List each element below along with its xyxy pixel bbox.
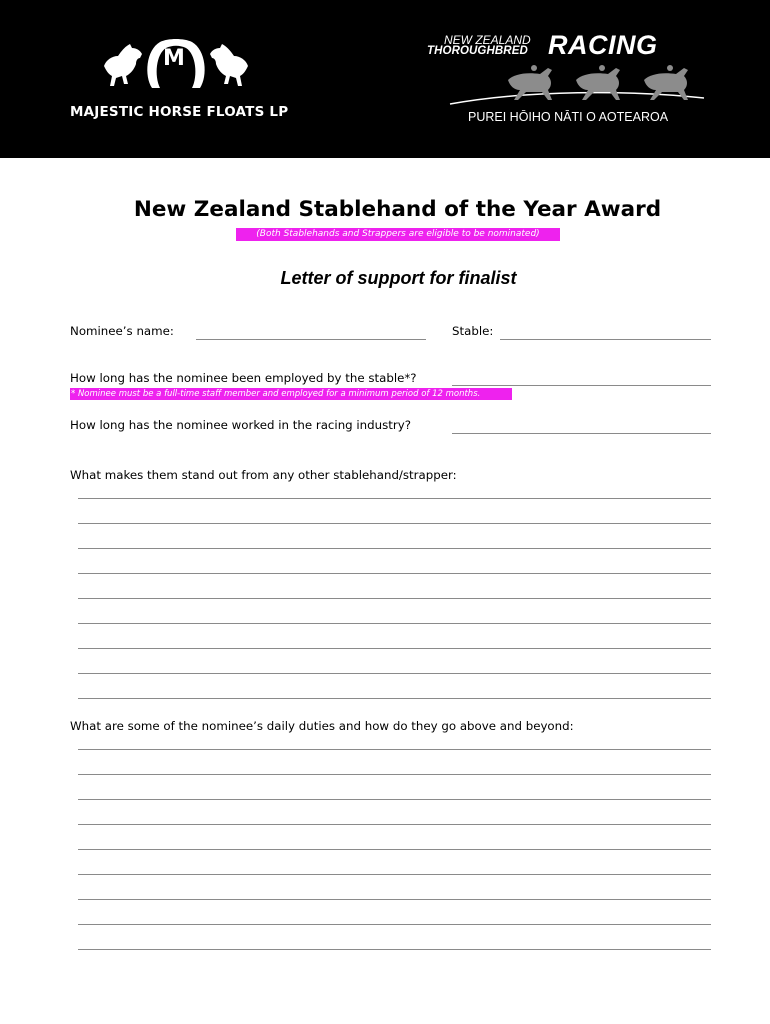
right-brand-word: RACING [548, 30, 658, 60]
answer-line[interactable] [78, 824, 711, 825]
answer-line[interactable] [78, 548, 711, 549]
stand-out-question: What makes them stand out from any other stablehand/strapper: [70, 468, 457, 482]
answer-line[interactable] [78, 623, 711, 624]
form-title: New Zealand Stablehand of the Year Award [133, 197, 662, 222]
industry-duration-label: How long has the nominee worked in the racing industry? [70, 418, 411, 432]
nominee-name-label: Nominee’s name: [70, 324, 174, 338]
form-subtitle: (Both Stablehands and Strappers are eligible to be nominated) [236, 228, 560, 241]
answer-line[interactable] [78, 749, 711, 750]
answer-line[interactable] [78, 949, 711, 950]
form-heading: Letter of support for finalist [280, 268, 517, 288]
daily-duties-question: What are some of the nominee’s daily duties and how do they go above and beyond: [70, 719, 574, 733]
answer-line[interactable] [78, 899, 711, 900]
industry-duration-field[interactable] [452, 433, 711, 434]
nominee-name-field[interactable] [196, 339, 426, 340]
employed-duration-label: How long has the nominee been employed by the stable*? [70, 371, 417, 385]
employed-duration-field[interactable] [452, 385, 711, 386]
answer-line[interactable] [78, 648, 711, 649]
answer-line[interactable] [78, 799, 711, 800]
answer-line[interactable] [78, 573, 711, 574]
employment-requirement-note: * Nominee must be a full-time staff member and employed for a minimum period of 12 months. [70, 388, 512, 400]
answer-line[interactable] [78, 523, 711, 524]
answer-line[interactable] [78, 698, 711, 699]
right-brand-line2: THOROUGHBRED [427, 45, 528, 57]
right-brand-tagline: PUREI HŌIHO NĀTI O AOTEAROA [468, 110, 669, 124]
answer-line[interactable] [78, 598, 711, 599]
right-brand-line1: NEW ZEALAND [444, 33, 531, 47]
answer-line[interactable] [78, 774, 711, 775]
answer-line[interactable] [78, 673, 711, 674]
racing-horses-icon [448, 60, 710, 108]
answer-line[interactable] [78, 874, 711, 875]
left-brand-name: MAJESTIC HORSE FLOATS LP [70, 104, 289, 120]
stable-label: Stable: [452, 324, 494, 338]
answer-line[interactable] [78, 498, 711, 499]
header-banner [0, 0, 770, 158]
answer-line[interactable] [78, 924, 711, 925]
answer-line[interactable] [78, 849, 711, 850]
logo-letter-m: M [163, 46, 185, 71]
stable-field[interactable] [500, 339, 711, 340]
